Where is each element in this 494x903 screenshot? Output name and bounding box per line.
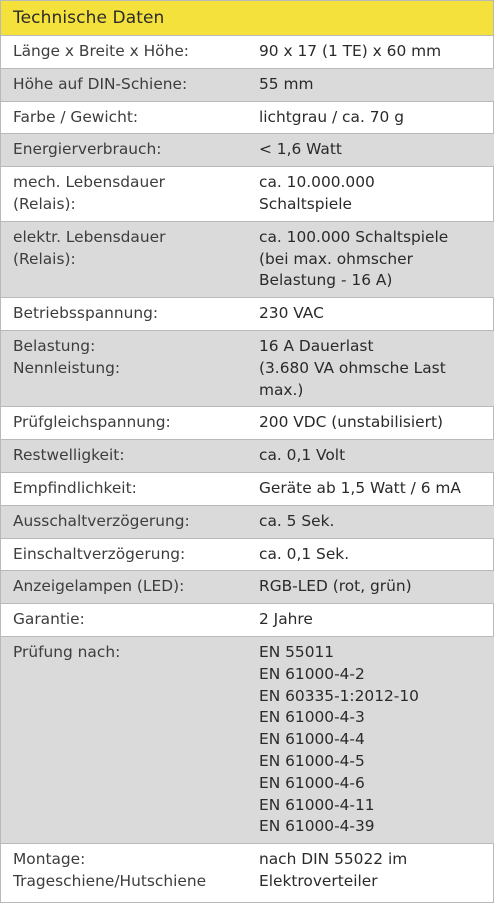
spec-value <box>254 571 494 604</box>
spec-label-line: Restwelligkeit: <box>13 446 125 465</box>
spec-label-line: Empfindlichkeit: <box>13 478 137 497</box>
spec-label-line: Ausschaltverzögerung: <box>13 511 190 530</box>
spec-label <box>1 636 254 843</box>
spec-label <box>1 407 254 440</box>
spec-label <box>1 440 254 473</box>
spec-value-line: Geräte ab 1,5 Watt / 6 mA <box>259 478 461 497</box>
spec-value-line: (bei max. ohmscher <box>259 249 413 268</box>
spec-label-line: Betriebsspannung: <box>13 304 159 323</box>
spec-value-line: EN 61000-4-2 <box>259 664 365 683</box>
spec-label-line: Einschaltverzögerung: <box>13 544 186 563</box>
spec-value <box>254 440 494 473</box>
spec-label-line: Höhe auf DIN-Schiene: <box>13 74 188 93</box>
spec-label <box>1 298 254 331</box>
spec-label-line: Montage: <box>13 850 86 869</box>
spec-value-line: EN 61000-4-5 <box>259 751 365 770</box>
spec-value-line: Schaltspiele <box>259 194 353 213</box>
spec-value <box>254 330 494 406</box>
spec-label-line: (Relais): <box>13 249 76 268</box>
spec-label-line: mech. Lebensdauer <box>13 173 165 192</box>
spec-row <box>1 407 494 440</box>
spec-label <box>1 36 254 68</box>
spec-row <box>1 330 494 406</box>
spec-label-line: Garantie: <box>13 610 85 629</box>
spec-value <box>254 407 494 440</box>
spec-value-line: 55 mm <box>259 74 314 93</box>
spec-value-line: Elektroverteiler <box>259 871 378 890</box>
spec-row <box>1 440 494 473</box>
spec-value <box>254 604 494 637</box>
spec-label <box>1 101 254 134</box>
spec-value-line: < 1,6 Watt <box>259 140 342 159</box>
spec-value-line: ca. 5 Sek. <box>259 511 335 530</box>
spec-value <box>254 538 494 571</box>
spec-row <box>1 604 494 637</box>
spec-row <box>1 472 494 505</box>
spec-value-line: 200 VDC (unstabilisiert) <box>259 413 444 432</box>
spec-row <box>1 167 494 222</box>
spec-label <box>1 221 254 297</box>
spec-label <box>1 844 254 898</box>
spec-value <box>254 134 494 167</box>
spec-value <box>254 472 494 505</box>
spec-value-line: ca. 100.000 Schaltspiele <box>259 227 449 246</box>
spec-row <box>1 538 494 571</box>
spec-value-line: EN 60335-1:2012-10 <box>259 686 419 705</box>
spec-label <box>1 167 254 222</box>
spec-label <box>1 68 254 101</box>
spec-value-line: Belastung - 16 A) <box>259 271 393 290</box>
spec-label <box>1 472 254 505</box>
spec-row <box>1 101 494 134</box>
spec-row <box>1 68 494 101</box>
spec-value-line: EN 61000-4-11 <box>259 795 375 814</box>
spec-value-line: (3.680 VA ohmsche Last <box>259 358 446 377</box>
spec-row <box>1 134 494 167</box>
spec-label-line: Trageschiene/Hutschiene <box>13 871 207 890</box>
section-title: Technische Daten <box>13 8 165 28</box>
spec-label-line: Prüfgleichspannung: <box>13 413 171 432</box>
spec-row <box>1 571 494 604</box>
spec-value <box>254 36 494 68</box>
spec-value <box>254 101 494 134</box>
spec-row <box>1 36 494 68</box>
spec-value-line: EN 61000-4-39 <box>259 817 375 836</box>
spec-value <box>254 167 494 222</box>
spec-row <box>1 221 494 297</box>
spec-label <box>1 604 254 637</box>
spec-row <box>1 298 494 331</box>
spec-value <box>254 844 494 898</box>
spec-value-line: EN 61000-4-3 <box>259 708 365 727</box>
spec-label-line: Länge x Breite x Höhe: <box>13 42 189 60</box>
spec-table-body <box>1 36 494 898</box>
spec-value-line: 90 x 17 (1 TE) x 60 mm <box>259 42 442 60</box>
spec-value-line: ca. 0,1 Sek. <box>259 544 350 563</box>
spec-value-line: EN 61000-4-6 <box>259 773 365 792</box>
spec-row <box>1 636 494 843</box>
spec-label-line: Farbe / Gewicht: <box>13 107 139 126</box>
spec-value-line: ca. 0,1 Volt <box>259 446 346 465</box>
spec-value-line: 2 Jahre <box>259 610 313 629</box>
spec-row <box>1 844 494 898</box>
spec-label-line: Prüfung nach: <box>13 642 121 661</box>
spec-value-line: nach DIN 55022 im <box>259 850 408 869</box>
spec-label-line: Anzeigelampen (LED): <box>13 577 185 596</box>
spec-label-line: Nennleistung: <box>13 358 121 377</box>
spec-label-line: Energierverbrauch: <box>13 140 162 159</box>
spec-row <box>1 505 494 538</box>
spec-label <box>1 330 254 406</box>
spec-value-line: 230 VAC <box>259 304 324 323</box>
spec-value-line: EN 61000-4-4 <box>259 730 365 749</box>
spec-value-line: ca. 10.000.000 <box>259 173 375 192</box>
spec-value <box>254 636 494 843</box>
spec-value <box>254 298 494 331</box>
spec-value <box>254 68 494 101</box>
spec-value-line: lichtgrau / ca. 70 g <box>259 107 404 126</box>
section-header <box>1 1 493 36</box>
spec-table <box>1 36 494 898</box>
spec-value-line: EN 55011 <box>259 642 335 661</box>
spec-value-line: RGB-LED (rot, grün) <box>259 577 412 596</box>
spec-label <box>1 505 254 538</box>
spec-label-line: (Relais): <box>13 194 76 213</box>
spec-label <box>1 571 254 604</box>
spec-value-line: max.) <box>259 380 304 399</box>
spec-label-line: elektr. Lebensdauer <box>13 227 166 246</box>
spec-value <box>254 221 494 297</box>
spec-label <box>1 538 254 571</box>
spec-value-line: 16 A Dauerlast <box>259 336 374 355</box>
spec-label-line: Belastung: <box>13 336 96 355</box>
spec-label <box>1 134 254 167</box>
spec-value <box>254 505 494 538</box>
